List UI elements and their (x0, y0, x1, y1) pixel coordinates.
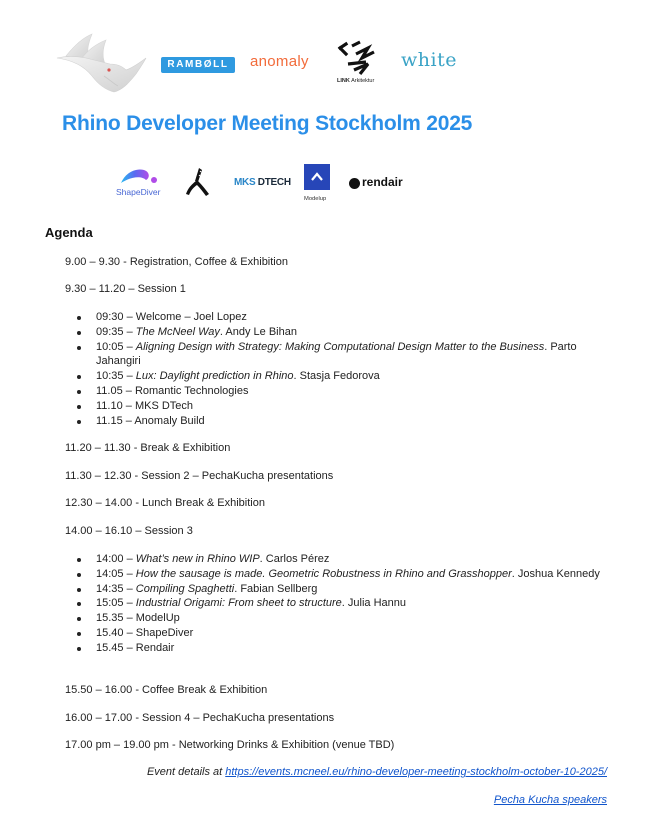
agenda-item: 16.00 – 17.00 - Session 4 – PechaKucha presentations (65, 712, 335, 724)
session-3-item: 15.45 – Rendair (65, 641, 605, 656)
modelup-logo-text: Modelup (304, 196, 327, 202)
event-details-link[interactable]: https://events.mcneel.eu/rhino-developer-meeting-stockholm-october-10-2025/ (225, 766, 607, 778)
agenda-item: 9.00 – 9.30 - Registration, Coffee & Exhibition (65, 256, 288, 268)
session-3-item: 15.35 – ModelUp (65, 611, 605, 626)
session-1-item: 09:35 – The McNeel Way. Andy Le Bihan (65, 325, 605, 340)
page-title: Rhino Developer Meeting Stockholm 2025 (62, 112, 473, 135)
session-1-item: 11.05 – Romantic Technologies (65, 384, 605, 399)
rendair-logo-text: rendair (362, 175, 403, 189)
session-3-item: 14:35 – Compiling Spaghetti. Fabian Sellberg (65, 582, 605, 597)
session-3-item: 14:05 – How the sausage is made. Geometric Robustness in Rhino and Grasshopper. Joshua Kennedy (65, 567, 605, 582)
session-3-item: 15:05 – Industrial Origami: From sheet to structure. Julia Hannu (65, 596, 605, 611)
session-1-item: 10:05 – Aligning Design with Strategy: Making Computational Design Matter to the Business. Parto Jahangiri (65, 340, 605, 370)
session-1-item: 11.15 – Anomaly Build (65, 414, 605, 429)
rhino-logo (52, 26, 148, 96)
agenda-item: 14.00 – 16.10 – Session 3 (65, 525, 193, 537)
session-3-item: 15.40 – ShapeDiver (65, 626, 605, 641)
event-details (147, 766, 607, 778)
chevron-up-icon (304, 164, 330, 190)
white-logo: white (401, 49, 457, 71)
agenda-item: 9.30 – 11.20 – Session 1 (65, 283, 186, 295)
session-1-list (65, 310, 605, 428)
session-1-item: 10:35 – Lux: Daylight prediction in Rhino. Stasja Fedorova (65, 369, 605, 384)
agenda-item: 12.30 – 14.00 - Lunch Break & Exhibition (65, 497, 265, 509)
grasshopper-logo-icon (184, 166, 210, 198)
link-arkitektur-text: LINK Arkitektur (337, 78, 375, 84)
session-1-item: 11.10 – MKS DTech (65, 399, 605, 414)
agenda-item: 15.50 – 16.00 - Coffee Break & Exhibition (65, 684, 268, 696)
agenda-heading: Agenda (45, 225, 93, 240)
agenda-item: 17.00 pm – 19.00 pm - Networking Drinks & Exhibition (venue TBD) (65, 739, 395, 751)
ramboll-logo: RAMBØLL (161, 57, 235, 73)
session-3-list (65, 552, 605, 656)
modelup-logo-icon (304, 164, 330, 190)
agenda-item: 11.20 – 11.30 - Break & Exhibition (65, 442, 231, 454)
anomaly-logo: anomaly (250, 53, 309, 70)
session-1-item: 09:30 – Welcome – Joel Lopez (65, 310, 605, 325)
rendair-logo-icon (349, 178, 360, 189)
shapediver-logo-text: ShapeDiver (116, 187, 161, 197)
pecha-kucha-speakers-link[interactable]: Pecha Kucha speakers (493, 794, 607, 806)
shapediver-logo-icon (118, 166, 160, 186)
mks-dtech-logo: MKS DTECH (234, 177, 291, 188)
agenda-item: 11.30 – 12.30 - Session 2 – PechaKucha presentations (65, 470, 334, 482)
event-details-label: Event details at (146, 766, 226, 778)
session-3-item: 14:00 – What’s new in Rhino WIP. Carlos Pérez (65, 552, 605, 567)
